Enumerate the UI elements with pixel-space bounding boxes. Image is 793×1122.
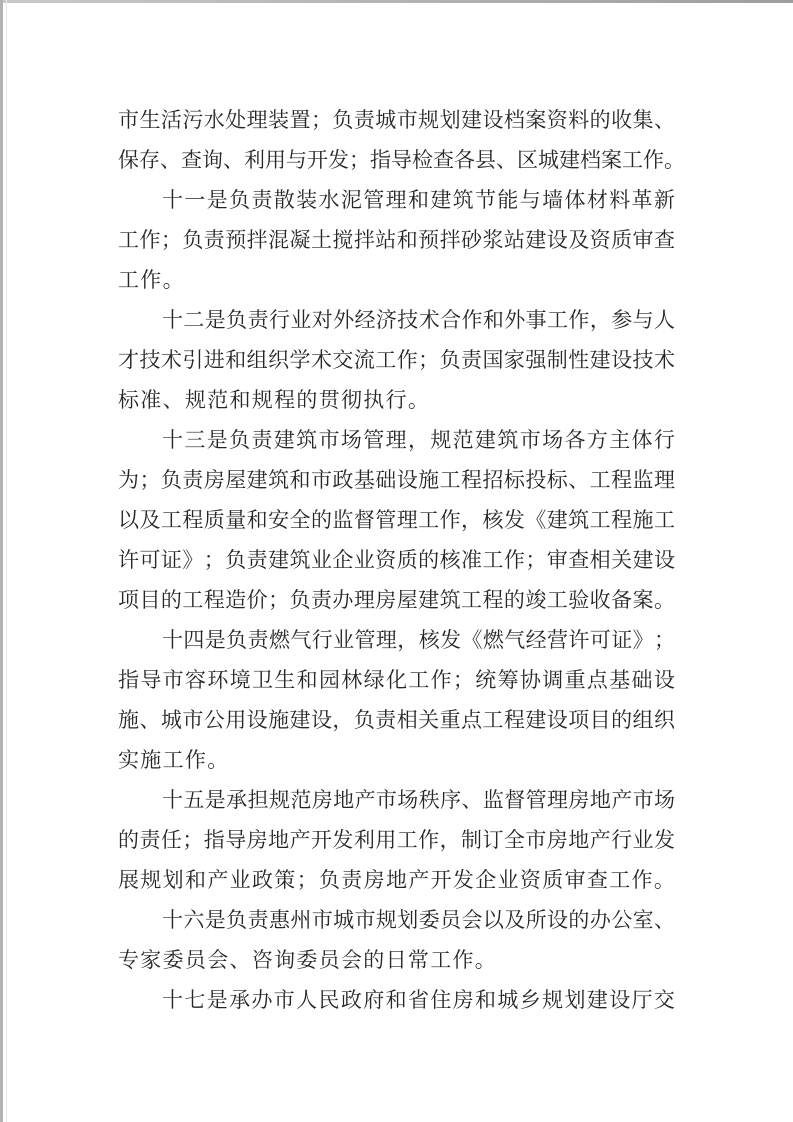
text-line: 的 责 任 ； 指 导 房 地 产 开 发 利 用 工 作 ， 制 订 全 市 房 地 产 行 业 发 (118, 828, 675, 852)
text-line: 展 规 划 和 产 业 政 策 ； 负 责 房 地 产 开 发 企 业 资 质 审 查 工 作 。 (118, 868, 675, 892)
text-line: 项 目 的 工 程 造 价 ； 负 责 办 理 房 屋 建 筑 工 程 的 竣 工 验 收 备 案 。 (118, 588, 675, 612)
text-line: 施 、 城 市 公 用 设 施 建 设 ， 负 责 相 关 重 点 工 程 建 设 项 目 的 组 织 (118, 708, 675, 732)
text-line: 十 一 是 负 责 散 装 水 泥 管 理 和 建 筑 节 能 与 墙 体 材 料 革 新 (162, 188, 675, 212)
text-line: 工作。 (118, 268, 185, 292)
scan-edge-top (0, 0, 793, 3)
text-line: 标准、规范和规程的贯彻执行。 (118, 388, 431, 412)
text-line: 实施工作。 (118, 748, 230, 772)
text-line: 十 四 是 负 责 燃 气 行 业 管 理 ， 核 发 《 燃 气 经 营 许 可 证 》 ； (162, 628, 675, 652)
text-line: 许 可 证 》 ； 负 责 建 筑 业 企 业 资 质 的 核 准 工 作 ； 审 查 相 关 建 设 (118, 548, 675, 572)
text-line: 以 及 工 程 质 量 和 安 全 的 监 督 管 理 工 作 ， 核 发 《 建 筑 工 程 施 工 (118, 508, 675, 532)
text-line: 市 生 活 污 水 处 理 装 置 ； 负 责 城 市 规 划 建 设 档 案 资 料 的 收 集 、 (118, 108, 675, 132)
text-line: 才 技 术 引 进 和 组 织 学 术 交 流 工 作 ； 负 责 国 家 强 制 性 建 设 技 术 (118, 348, 675, 372)
text-line: 十 三 是 负 责 建 筑 市 场 管 理 ， 规 范 建 筑 市 场 各 方 主 体 行 (162, 428, 675, 452)
text-line: 十 七 是 承 办 市 人 民 政 府 和 省 住 房 和 城 乡 规 划 建 设 厅 交 (162, 988, 675, 1012)
text-line: 专家委员会、咨询委员会的日常工作。 (118, 948, 498, 972)
text-line: 保 存 、 查 询 、 利 用 与 开 发 ； 指 导 检 查 各 县 、 区 城 建 档 案 工 作 。 (118, 148, 685, 172)
scan-edge-left (0, 0, 3, 1122)
text-line: 十 六 是 负 责 惠 州 市 城 市 规 划 委 员 会 以 及 所 设 的 办 公 室 、 (162, 908, 675, 932)
body-text-block (118, 100, 685, 1020)
scan-edge-left-faint (6, 0, 7, 1122)
text-line: 十 二 是 负 责 行 业 对 外 经 济 技 术 合 作 和 外 事 工 作 ， 参 与 人 (162, 308, 675, 332)
text-line: 十 五 是 承 担 规 范 房 地 产 市 场 秩 序 、 监 督 管 理 房 地 产 市 场 (162, 788, 675, 812)
text-line: 指 导 市 容 环 境 卫 生 和 园 林 绿 化 工 作 ； 统 筹 协 调 重 点 基 础 设 (118, 668, 675, 692)
text-line: 为 ； 负 责 房 屋 建 筑 和 市 政 基 础 设 施 工 程 招 标 投 标 、 工 程 监 理 (118, 468, 675, 492)
text-line: 工 作 ； 负 责 预 拌 混 凝 土 搅 拌 站 和 预 拌 砂 浆 站 建 设 及 资 质 审 查 (118, 228, 675, 252)
